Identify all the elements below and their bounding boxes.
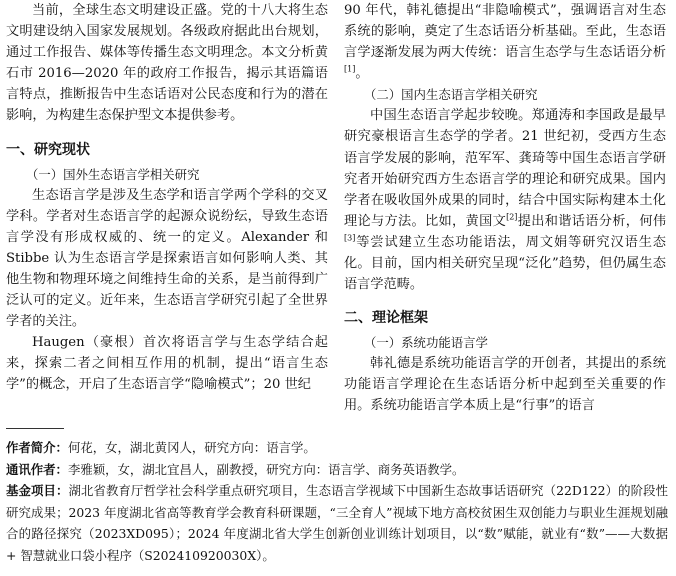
- footnote-divider: [6, 428, 64, 429]
- paragraph-text: 提出和谐话语分析，何伟: [517, 213, 667, 229]
- paragraph-haugen: Haugen（豪根）首次将语言学与生态学结合起来，探索二者之间相互作用的机制，提出“语言生态学”的概念，开启了生态语言学“隐喻模式”；20 世纪: [6, 335, 328, 393]
- right-column: [344, 0, 666, 417]
- author-bio-text: 何花，女，湖北黄冈人，研究方向：语言学。: [67, 440, 316, 455]
- author-bio: [6, 437, 668, 459]
- citation-ref: [3]: [344, 233, 356, 243]
- subsection-heading-sfl: （一）系统功能语言学: [364, 335, 488, 351]
- paragraph-text: 等尝试建立生态功能语法，周文娟等研究汉语生态化。目前，国内相关研究呈现“泛化”趋势，但仍属生态语言学范畴。: [344, 234, 666, 293]
- corresponding-author-label: 通讯作者：: [6, 461, 68, 477]
- fund-project-label: 基金项目：: [6, 483, 69, 499]
- subsection-heading-foreign-research: （一）国外生态语言学相关研究: [26, 166, 200, 182]
- author-bio-label: 作者简介：: [6, 440, 68, 455]
- corresponding-author: [6, 459, 668, 481]
- fund-project: [6, 480, 668, 566]
- paragraph-text: 90 年代，韩礼德提出“非隐喻模式”，强调语言对生态系统的影响，奠定了生态话语分析基础。至此，生态语言学逐渐发展为两大传统：语言生态学与生态话语分析: [344, 3, 666, 61]
- citation-ref: [2]: [506, 212, 518, 222]
- paragraph-ecolinguistics-definition: 生态语言学是涉及生态学和语言学两个学科的交叉学科。学者对生态语言学的起源众说纷纭，导致生态语言学没有形成权威的、统一的定义。Alexander 和 Stibbe 认为生态语言学是探索语言如何影响人类、其他生物和物理环境之间维持生命的关系，是当前得到广泛认可的定义。近年来，生态语言学研究引起了全世界学者的关注。: [6, 187, 328, 330]
- intro-paragraph: 当前，全球生态文明建设正盛。党的十八大将生态文明建设纳入国家发展规划。各级政府据此出台规划，通过工作报告、媒体等传播生态文明理念。本文分析黄石市 2016—2020 年的政府工作报告，揭示其语篇语言特点，推断报告中生态话语对公民态度和行为的潜在影响，为构建生态保护型文本提供参考。: [6, 3, 328, 124]
- subsection-heading-domestic-research: （二）国内生态语言学相关研究: [364, 87, 538, 103]
- paragraph-halliday-continued: [344, 0, 666, 84]
- paragraph-sfl: 韩礼德是系统功能语言学的开创者，其提出的系统功能语言学理论在生态话语分析中起到至关重要的作用。系统功能语言学本质上是“行事”的语言: [344, 356, 666, 414]
- corresponding-author-text: 李雅颖，女，湖北宜昌人，副教授，研究方向：语言学、商务英语教学。: [67, 461, 465, 477]
- citation-ref: [1]: [344, 64, 356, 74]
- paragraph-domestic-research: [344, 105, 666, 295]
- fund-project-text: 湖北省教育厅哲学社会科学重点研究项目，生态语言学视域下中国新生态故事话语研究（22D122）的阶段性研究成果；2023 年度湖北省高等教育学会教育科研课题，“三全育人”视域下地方高校贫困生双创能力与职业生涯规划融合的路径探究（2023XD095）；2024 年度湖北省大学生创新创业训练计划项目，以“数”赋能，就业有“数”——大数据 + 智慧就业口袋小程序（S202410920030X）。: [6, 483, 668, 563]
- paragraph-text: 中国生态语言学起步较晚。郑通涛和李国政是最早研究豪根语言生态学的学者。21 世纪初，受西方生态语言学发展的影响，范军军、龚琦等中国生态语言学研究者开始研究西方生态语言学的理论和研究成果。国内学者在吸收国外成果的同时，结合中国实际构建本土化理论与方法。比如，黄国文: [344, 108, 666, 229]
- section-heading-research-status: 一、研究现状: [6, 141, 90, 158]
- section-heading-theoretical-framework: 二、理论框架: [344, 310, 428, 327]
- left-column: [6, 0, 328, 396]
- paragraph-text: 。: [355, 66, 369, 82]
- footnotes: [6, 437, 668, 567]
